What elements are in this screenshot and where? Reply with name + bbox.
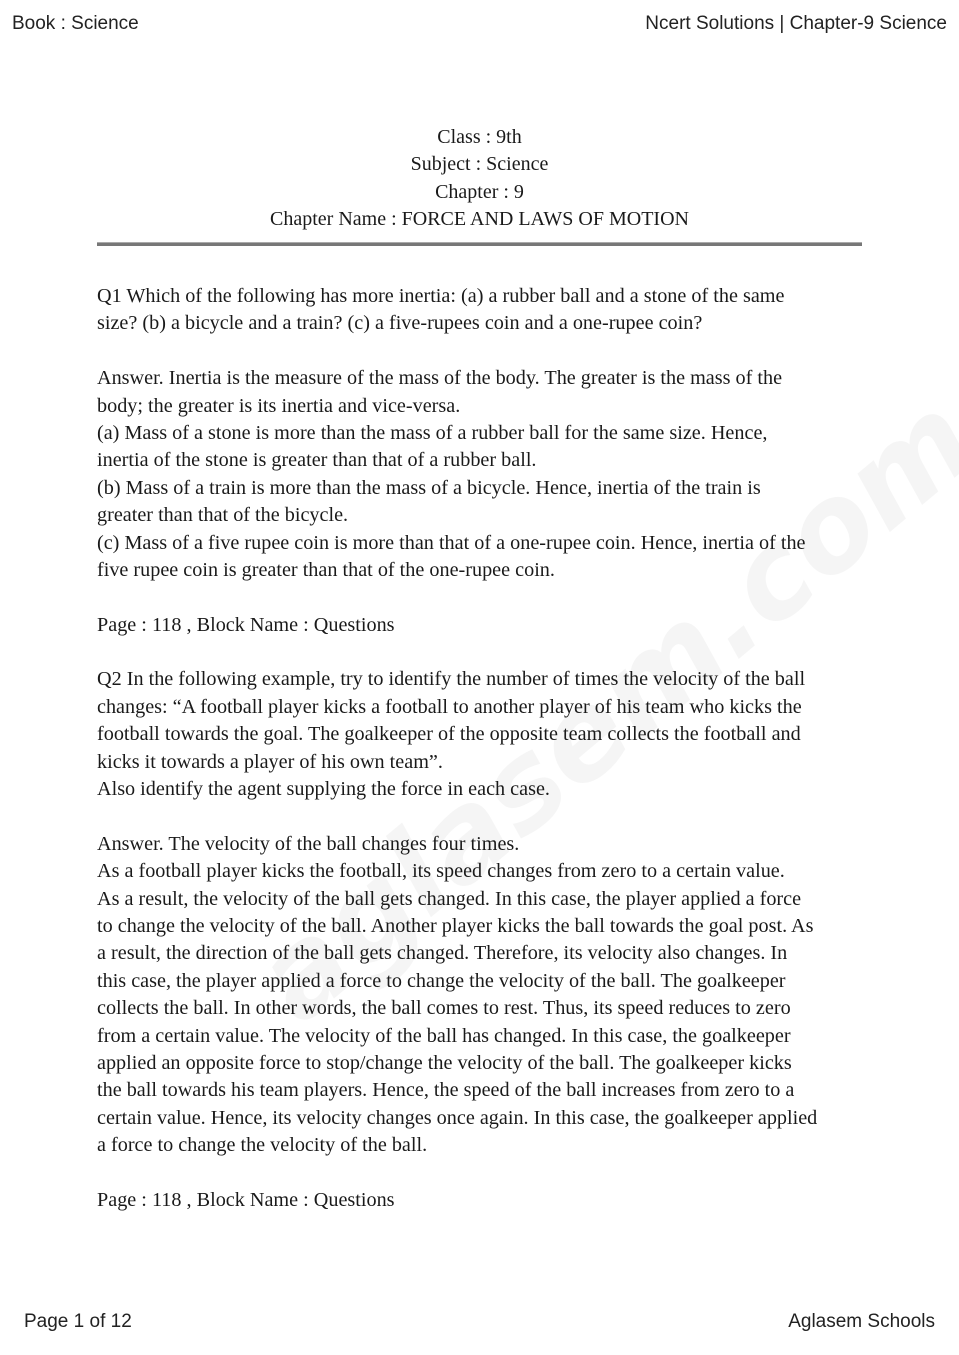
footer-publisher: Aglasem Schools — [788, 1311, 935, 1332]
text-line: five rupee coin is greater than that of the one-rupee coin. — [97, 558, 555, 581]
text-line: changes: “A football player kicks a football to another player of his team who kicks the — [97, 695, 802, 718]
text-line: Page : 118 , Block Name : Questions — [97, 1188, 395, 1211]
document-title — [0, 124, 959, 234]
text-line: Q2 In the following example, try to identify the number of times the velocity of the ball — [97, 668, 806, 691]
text-line: (c) Mass of a five rupee coin is more than that of a one-rupee coin. Hence, inertia of the — [97, 531, 806, 554]
text-line: inertia of the stone is greater than that of a rubber ball. — [97, 449, 537, 472]
chapter-name-label: Chapter Name : FORCE AND LAWS OF MOTION — [270, 208, 689, 231]
text-line: certain value. Hence, its velocity changes once again. In this case, the goalkeeper applied — [97, 1106, 818, 1129]
text-line: the ball towards his team players. Hence, the speed of the ball increases from zero to a — [97, 1079, 795, 1102]
text-line: (b) Mass of a train is more than the mass of a bicycle. Hence, inertia of the train is — [97, 476, 761, 499]
blank-line — [97, 1160, 897, 1187]
blank-line — [97, 803, 897, 830]
text-line: applied an opposite force to stop/change the velocity of the ball. The goalkeeper kicks — [97, 1051, 792, 1074]
subject-label: Subject : Science — [410, 153, 549, 176]
text-line: As a football player kicks the football, its speed changes from zero to a certain value. — [97, 860, 785, 883]
text-line: football towards the goal. The goalkeeper of the opposite team collects the football and — [97, 723, 801, 746]
blank-line — [97, 639, 897, 666]
chapter-label: Chapter : 9 — [435, 180, 524, 203]
text-line: Page : 118 , Block Name : Questions — [97, 613, 395, 636]
class-label: Class : 9th — [437, 126, 522, 148]
text-line: (a) Mass of a stone is more than the mass of a rubber ball for the same size. Hence, — [97, 421, 768, 444]
header-book: Book : Science — [12, 13, 139, 34]
text-line: Answer. The velocity of the ball changes four times. — [97, 832, 520, 855]
text-line: kicks it towards a player of his own team”. — [97, 750, 443, 773]
text-line: greater than that of the bicycle. — [97, 504, 349, 527]
text-line: collects the ball. In other words, the ball comes to rest. Thus, its speed reduces to zero — [97, 997, 791, 1020]
text-line: this case, the player applied a force to change the velocity of the ball. The goalkeeper — [97, 969, 786, 992]
text-line: to change the velocity of the ball. Another player kicks the ball towards the goal post. As — [97, 914, 814, 937]
blank-line — [97, 584, 897, 611]
header-chapter: Ncert Solutions | Chapter-9 Science — [645, 13, 947, 34]
title-divider — [97, 242, 862, 246]
text-line: from a certain value. The velocity of the ball has changed. In this case, the goalkeeper — [97, 1024, 791, 1047]
document-body — [97, 283, 897, 1214]
text-line: Q1 Which of the following has more inertia: (a) a rubber ball and a stone of the same — [97, 285, 785, 307]
text-line: size? (b) a bicycle and a train? (c) a five-rupees coin and a one-rupee coin? — [97, 312, 703, 335]
text-line: a result, the direction of the ball gets changed. Therefore, its velocity also changes. In — [97, 942, 788, 965]
footer-page-number: Page 1 of 12 — [24, 1311, 132, 1332]
blank-line — [97, 338, 897, 365]
text-line: a force to change the velocity of the ball. — [97, 1134, 428, 1157]
text-line: body; the greater is its inertia and vice-versa. — [97, 394, 461, 417]
text-line: Answer. Inertia is the measure of the mass of the body. The greater is the mass of the — [97, 367, 783, 390]
text-line: As a result, the velocity of the ball gets changed. In this case, the player applied a force — [97, 887, 802, 910]
text-line: Also identify the agent supplying the force in each case. — [97, 778, 550, 801]
